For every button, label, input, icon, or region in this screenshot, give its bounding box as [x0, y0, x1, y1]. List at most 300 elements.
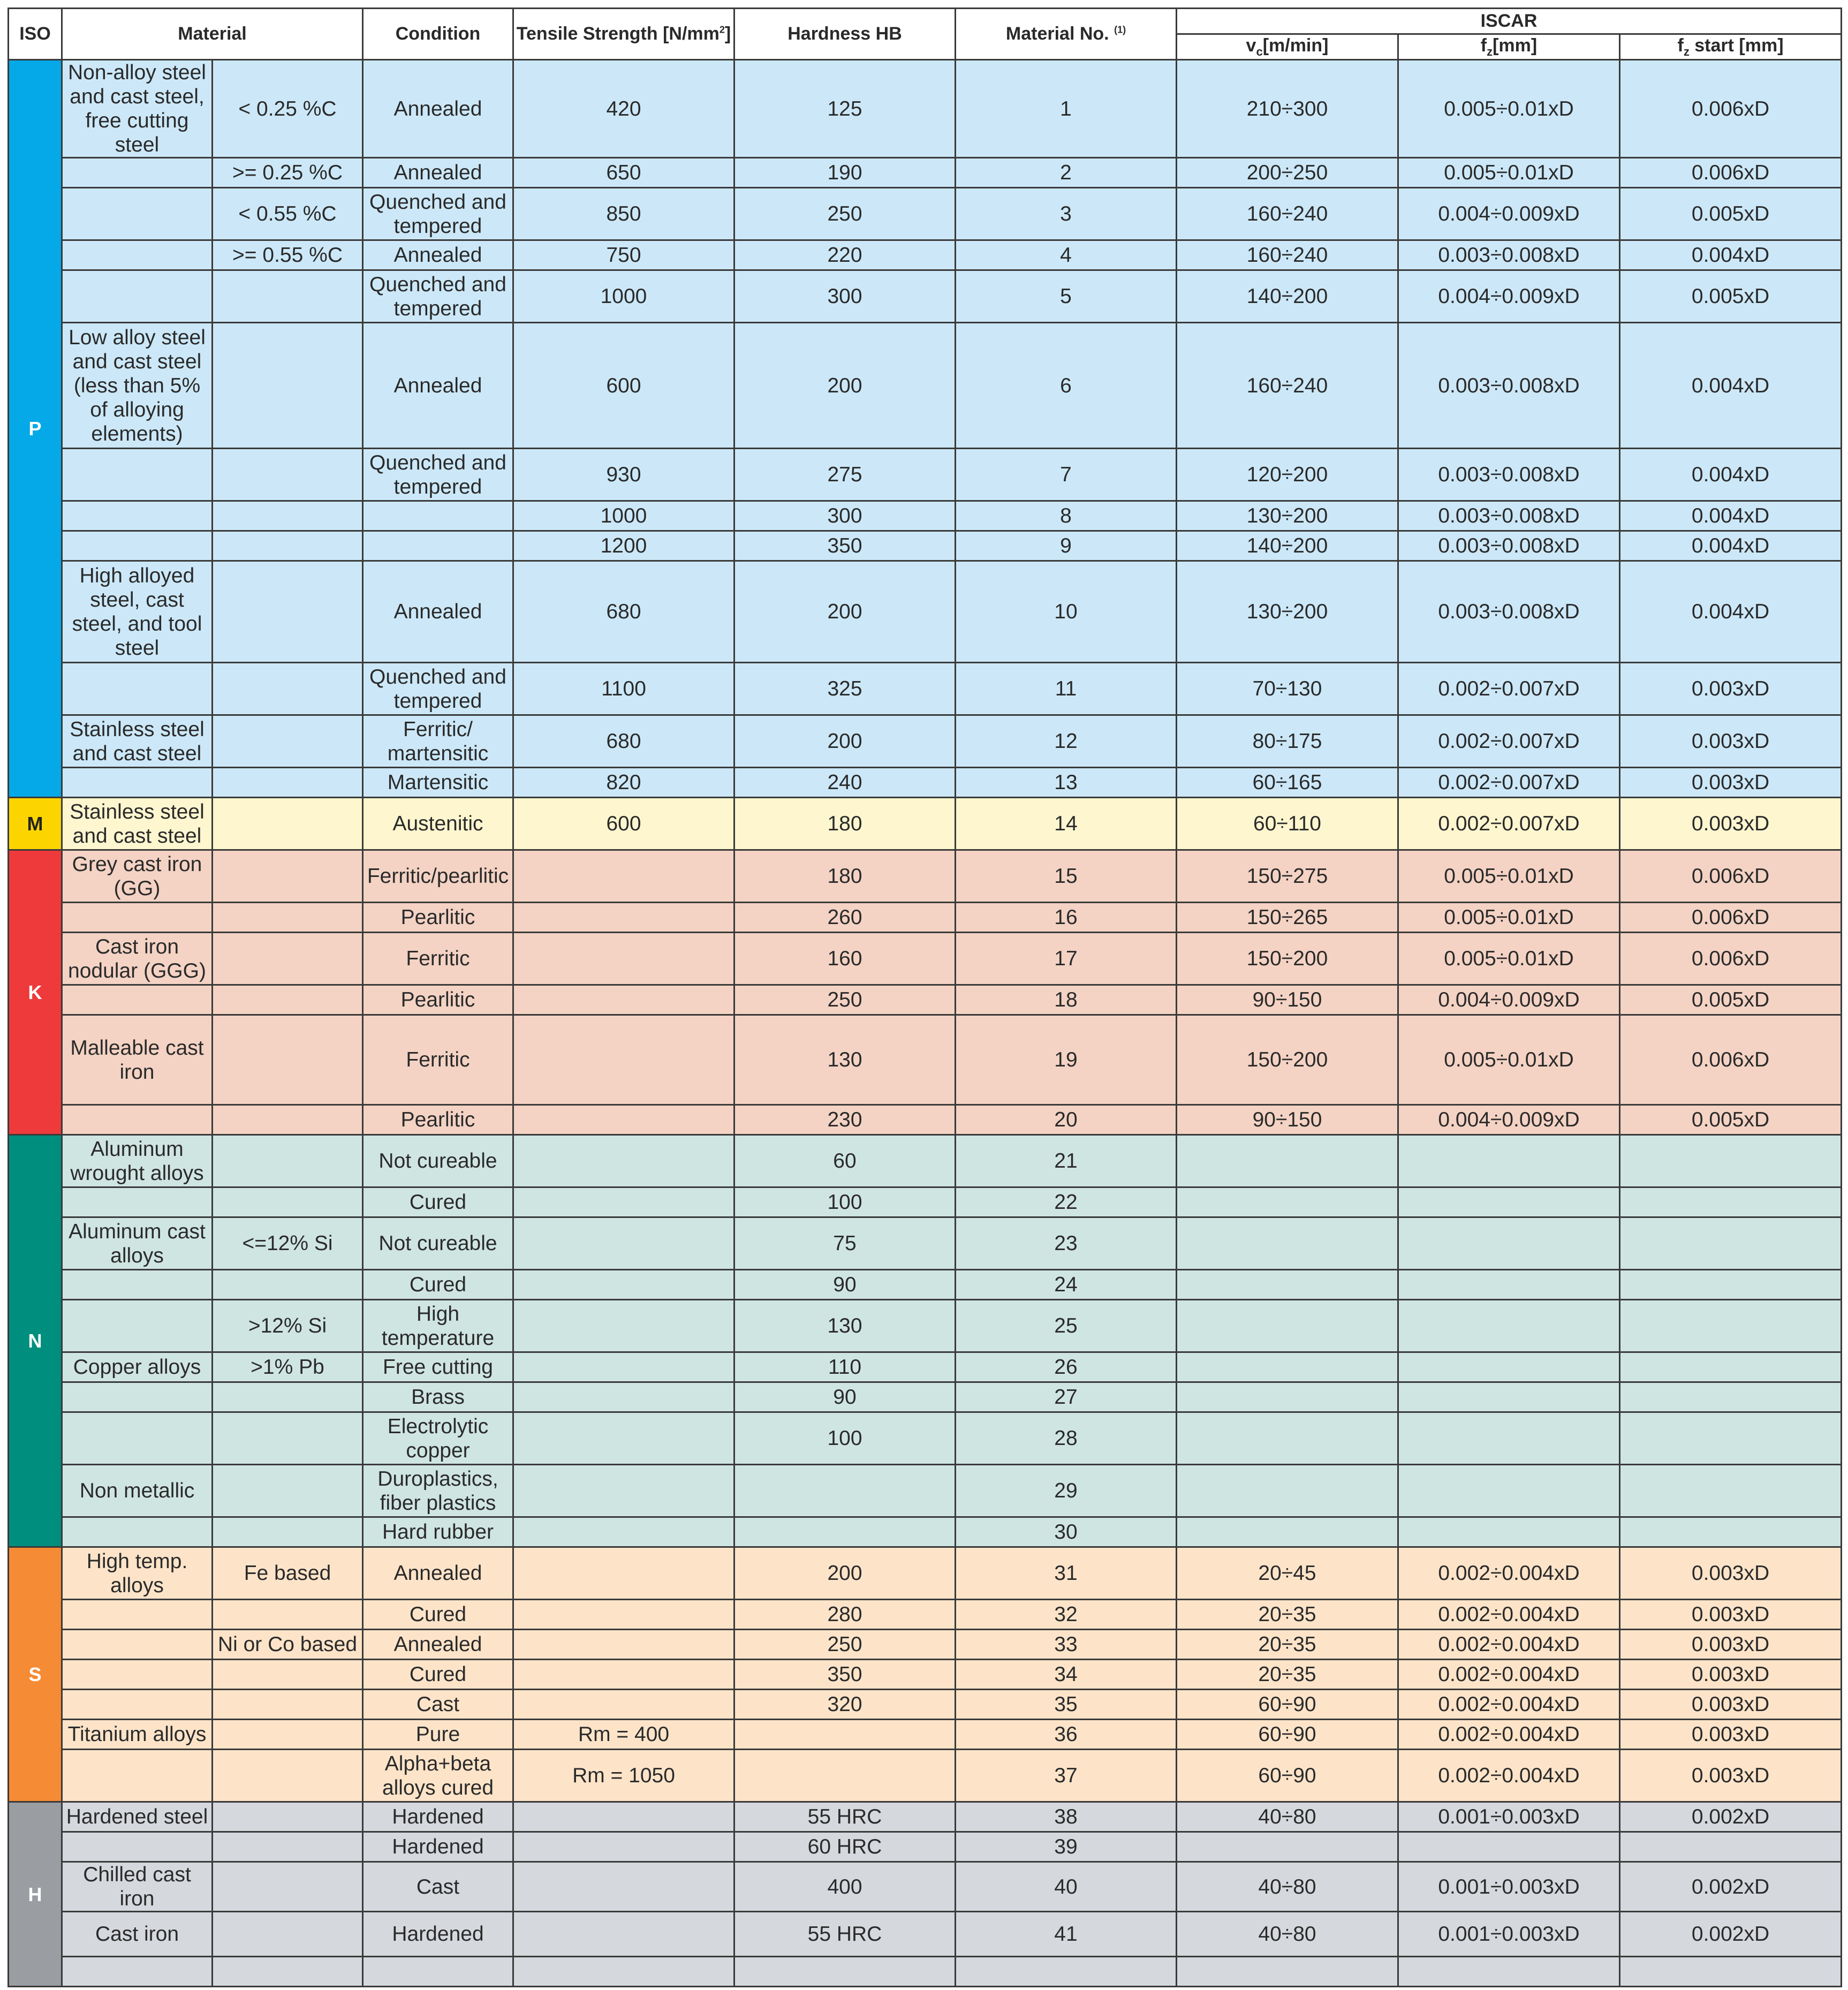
condition-cell: Electrolytic copper	[363, 1412, 513, 1465]
material-no-cell: 15	[956, 850, 1177, 903]
hardness-cell	[734, 1517, 956, 1547]
material-no-cell: 8	[956, 501, 1177, 531]
cutting-speed-cell: 140÷200	[1177, 531, 1398, 561]
hardness-cell	[734, 1720, 956, 1750]
feed-start-cell: 0.002xD	[1620, 1802, 1842, 1832]
material-sub-cell	[213, 985, 363, 1015]
cutting-speed-cell: 60÷90	[1177, 1720, 1398, 1750]
material-no-cell: 23	[956, 1217, 1177, 1270]
feed-cell: 0.003÷0.008xD	[1398, 531, 1620, 561]
material-no-cell: 17	[956, 933, 1177, 985]
tensile-strength-cell: Rm = 1050	[513, 1750, 734, 1802]
material-sub-cell	[213, 715, 363, 768]
feed-cell: 0.002÷0.004xD	[1398, 1720, 1620, 1750]
feed-start-cell	[1620, 1135, 1842, 1187]
tensile-strength-cell: 820	[513, 768, 734, 798]
feed-start-cell: 0.006xD	[1620, 903, 1842, 933]
cutting-speed-cell: 130÷200	[1177, 501, 1398, 531]
material-sub-cell: Ni or Co based	[213, 1630, 363, 1660]
header-vc	[1177, 34, 1398, 60]
header-tensile-end: ]	[724, 24, 731, 44]
condition-cell: Duroplastics, fiber plastics	[363, 1465, 513, 1517]
tensile-strength-cell: 420	[513, 60, 734, 158]
condition-cell: Pearlitic	[363, 903, 513, 933]
tensile-strength-cell	[513, 1517, 734, 1547]
feed-cell: 0.001÷0.003xD	[1398, 1802, 1620, 1832]
material-no-cell: 28	[956, 1412, 1177, 1465]
cutting-speed-cell: 160÷240	[1177, 188, 1398, 240]
material-no-cell: 21	[956, 1135, 1177, 1187]
material-no-cell	[956, 1957, 1177, 1987]
iso-group-label-n: N	[9, 1135, 62, 1547]
feed-start-cell: 0.004xD	[1620, 449, 1842, 501]
feed-start-cell: 0.003xD	[1620, 715, 1842, 768]
material-no-cell: 35	[956, 1690, 1177, 1720]
hardness-cell: 250	[734, 985, 956, 1015]
feed-start-cell: 0.006xD	[1620, 933, 1842, 985]
material-sub-cell	[213, 1465, 363, 1517]
feed-start-cell: 0.003xD	[1620, 768, 1842, 798]
material-no-cell: 25	[956, 1300, 1177, 1352]
tensile-strength-cell: 1200	[513, 531, 734, 561]
feed-start-cell: 0.003xD	[1620, 1720, 1842, 1750]
tensile-strength-cell	[513, 1412, 734, 1465]
hardness-cell: 180	[734, 798, 956, 850]
material-no-cell: 4	[956, 240, 1177, 270]
tensile-strength-cell	[513, 1862, 734, 1912]
header-condition: Condition	[363, 9, 513, 60]
condition-cell	[363, 1957, 513, 1987]
iso-group-label-s: S	[9, 1547, 62, 1802]
material-no-cell: 10	[956, 561, 1177, 663]
table-row	[9, 60, 1842, 158]
material-sub-cell	[213, 1015, 363, 1105]
material-sub-cell	[213, 1802, 363, 1832]
hardness-cell: 180	[734, 850, 956, 903]
condition-cell: Quenched and tempered	[363, 270, 513, 323]
material-no-cell: 33	[956, 1630, 1177, 1660]
cutting-speed-cell: 20÷35	[1177, 1600, 1398, 1630]
material-no-cell: 16	[956, 903, 1177, 933]
table-row	[9, 850, 1842, 903]
material-cell	[62, 449, 213, 501]
material-no-cell: 38	[956, 1802, 1177, 1832]
cutting-data-table	[7, 7, 1842, 1987]
material-cell: Chilled cast iron	[62, 1862, 213, 1912]
material-no-cell: 11	[956, 663, 1177, 715]
tensile-strength-cell: Rm = 400	[513, 1720, 734, 1750]
condition-cell	[363, 531, 513, 561]
feed-start-cell: 0.004xD	[1620, 531, 1842, 561]
condition-cell: Cured	[363, 1270, 513, 1300]
feed-cell: 0.002÷0.004xD	[1398, 1750, 1620, 1802]
cutting-speed-cell	[1177, 1465, 1398, 1517]
table-row	[9, 449, 1842, 501]
hardness-cell: 200	[734, 561, 956, 663]
table-row	[9, 561, 1842, 663]
material-sub-cell	[213, 1832, 363, 1862]
feed-start-cell: 0.005xD	[1620, 985, 1842, 1015]
cutting-speed-cell: 60÷90	[1177, 1690, 1398, 1720]
iso-group-label-p: P	[9, 60, 62, 798]
condition-cell: Brass	[363, 1382, 513, 1412]
hardness-cell: 230	[734, 1105, 956, 1135]
feed-cell	[1398, 1270, 1620, 1300]
hardness-cell: 220	[734, 240, 956, 270]
header-material-no	[956, 9, 1177, 60]
hardness-cell: 200	[734, 715, 956, 768]
material-cell	[62, 1600, 213, 1630]
feed-start-cell	[1620, 1465, 1842, 1517]
feed-start-cell: 0.003xD	[1620, 798, 1842, 850]
material-sub-cell	[213, 1600, 363, 1630]
hardness-cell: 300	[734, 501, 956, 531]
feed-cell: 0.005÷0.01xD	[1398, 903, 1620, 933]
condition-cell: Cured	[363, 1660, 513, 1690]
material-sub-cell: < 0.55 %C	[213, 188, 363, 240]
feed-start-cell: 0.006xD	[1620, 1015, 1842, 1105]
material-sub-cell	[213, 1862, 363, 1912]
material-no-cell: 26	[956, 1352, 1177, 1382]
table-row	[9, 1600, 1842, 1630]
table-row	[9, 1750, 1842, 1802]
table-row	[9, 1300, 1842, 1352]
material-sub-cell	[213, 1750, 363, 1802]
hardness-cell: 130	[734, 1300, 956, 1352]
tensile-strength-cell	[513, 1382, 734, 1412]
hardness-cell: 200	[734, 1547, 956, 1600]
material-no-cell: 30	[956, 1517, 1177, 1547]
tensile-strength-cell	[513, 1270, 734, 1300]
material-cell	[62, 1187, 213, 1217]
material-no-cell: 6	[956, 323, 1177, 449]
tensile-strength-cell	[513, 1352, 734, 1382]
feed-cell: 0.002÷0.004xD	[1398, 1547, 1620, 1600]
material-sub-cell: >= 0.55 %C	[213, 240, 363, 270]
feed-start-cell	[1620, 1187, 1842, 1217]
condition-cell: Hardened	[363, 1832, 513, 1862]
material-no-cell: 36	[956, 1720, 1177, 1750]
feed-start-cell	[1620, 1270, 1842, 1300]
feed-cell: 0.002÷0.007xD	[1398, 663, 1620, 715]
material-no-cell: 7	[956, 449, 1177, 501]
material-sub-cell	[213, 1105, 363, 1135]
material-cell: Aluminum cast alloys	[62, 1217, 213, 1270]
feed-start-cell	[1620, 1957, 1842, 1987]
material-sub-cell	[213, 1187, 363, 1217]
header-hardness: Hardness HB	[734, 9, 956, 60]
cutting-speed-cell: 90÷150	[1177, 985, 1398, 1015]
hardness-cell: 75	[734, 1217, 956, 1270]
table-row	[9, 1832, 1842, 1862]
header-material-no-footnote: (1)	[1114, 24, 1126, 35]
feed-start-cell: 0.002xD	[1620, 1862, 1842, 1912]
condition-cell: Quenched and tempered	[363, 449, 513, 501]
hardness-cell: 100	[734, 1187, 956, 1217]
header-material: Material	[62, 9, 363, 60]
condition-cell: Hardened	[363, 1912, 513, 1957]
feed-start-cell	[1620, 1412, 1842, 1465]
table-row	[9, 1802, 1842, 1832]
material-cell	[62, 903, 213, 933]
cutting-speed-cell	[1177, 1517, 1398, 1547]
cutting-speed-cell	[1177, 1135, 1398, 1187]
material-sub-cell: >12% Si	[213, 1300, 363, 1352]
iso-group-label-k: K	[9, 850, 62, 1135]
material-no-cell: 5	[956, 270, 1177, 323]
material-cell	[62, 1105, 213, 1135]
feed-cell: 0.004÷0.009xD	[1398, 985, 1620, 1015]
material-cell: Non metallic	[62, 1465, 213, 1517]
table-row	[9, 1465, 1842, 1517]
header-fz-unit: [mm]	[1493, 35, 1538, 56]
table-row	[9, 663, 1842, 715]
header-fz-symbol: f	[1480, 35, 1487, 56]
header-fz-sub: z	[1487, 44, 1493, 58]
feed-cell: 0.003÷0.008xD	[1398, 449, 1620, 501]
table-row	[9, 768, 1842, 798]
iso-group-label-m: M	[9, 798, 62, 850]
material-cell	[62, 531, 213, 561]
material-sub-cell: >= 0.25 %C	[213, 158, 363, 188]
condition-cell: Martensitic	[363, 768, 513, 798]
material-cell	[62, 1630, 213, 1660]
tensile-strength-cell: 750	[513, 240, 734, 270]
hardness-cell: 250	[734, 1630, 956, 1660]
material-sub-cell	[213, 1382, 363, 1412]
material-no-cell: 13	[956, 768, 1177, 798]
feed-cell: 0.002÷0.007xD	[1398, 798, 1620, 850]
tensile-strength-cell: 850	[513, 188, 734, 240]
material-sub-cell	[213, 561, 363, 663]
condition-cell: Annealed	[363, 158, 513, 188]
table-row	[9, 188, 1842, 240]
cutting-speed-cell	[1177, 1217, 1398, 1270]
material-no-cell: 22	[956, 1187, 1177, 1217]
material-sub-cell	[213, 850, 363, 903]
material-sub-cell	[213, 1912, 363, 1957]
material-cell	[62, 270, 213, 323]
hardness-cell: 200	[734, 323, 956, 449]
hardness-cell: 60 HRC	[734, 1832, 956, 1862]
cutting-speed-cell: 60÷90	[1177, 1750, 1398, 1802]
feed-cell: 0.002÷0.004xD	[1398, 1690, 1620, 1720]
hardness-cell: 325	[734, 663, 956, 715]
feed-cell	[1398, 1352, 1620, 1382]
feed-cell: 0.005÷0.01xD	[1398, 850, 1620, 903]
hardness-cell: 320	[734, 1690, 956, 1720]
material-no-cell: 32	[956, 1600, 1177, 1630]
feed-cell: 0.005÷0.01xD	[1398, 933, 1620, 985]
tensile-strength-cell	[513, 1105, 734, 1135]
material-no-cell: 1	[956, 60, 1177, 158]
feed-start-cell: 0.004xD	[1620, 561, 1842, 663]
condition-cell: Annealed	[363, 561, 513, 663]
material-sub-cell	[213, 1690, 363, 1720]
feed-cell	[1398, 1832, 1620, 1862]
header-fz-start	[1620, 34, 1842, 60]
tensile-strength-cell	[513, 1630, 734, 1660]
table-row	[9, 903, 1842, 933]
table-row	[9, 1690, 1842, 1720]
hardness-cell: 250	[734, 188, 956, 240]
header-vc-unit: [m/min]	[1262, 35, 1329, 56]
table-row	[9, 798, 1842, 850]
hardness-cell: 240	[734, 768, 956, 798]
table-row	[9, 1720, 1842, 1750]
tensile-strength-cell	[513, 933, 734, 985]
material-cell	[62, 1832, 213, 1862]
material-cell: Cast iron nodular (GGG)	[62, 933, 213, 985]
feed-start-cell: 0.005xD	[1620, 270, 1842, 323]
feed-cell	[1398, 1300, 1620, 1352]
material-no-cell: 14	[956, 798, 1177, 850]
hardness-cell: 90	[734, 1270, 956, 1300]
header-material-no-text: Material No.	[1005, 24, 1109, 44]
material-cell: High temp. alloys	[62, 1547, 213, 1600]
feed-start-cell: 0.003xD	[1620, 1600, 1842, 1630]
material-cell: Malleable cast iron	[62, 1015, 213, 1105]
material-sub-cell	[213, 1517, 363, 1547]
tensile-strength-cell	[513, 1300, 734, 1352]
condition-cell: Alpha+beta alloys cured	[363, 1750, 513, 1802]
material-sub-cell	[213, 501, 363, 531]
material-no-cell: 34	[956, 1660, 1177, 1690]
material-no-cell: 3	[956, 188, 1177, 240]
material-cell	[62, 501, 213, 531]
hardness-cell: 55 HRC	[734, 1912, 956, 1957]
feed-cell: 0.003÷0.008xD	[1398, 561, 1620, 663]
material-cell: Non-alloy steel and cast steel, free cutting steel	[62, 60, 213, 158]
condition-cell: Pure	[363, 1720, 513, 1750]
tensile-strength-cell	[513, 1217, 734, 1270]
condition-cell: Annealed	[363, 323, 513, 449]
feed-start-cell	[1620, 1517, 1842, 1547]
feed-cell: 0.005÷0.01xD	[1398, 60, 1620, 158]
hardness-cell: 350	[734, 531, 956, 561]
feed-start-cell: 0.003xD	[1620, 663, 1842, 715]
feed-start-cell: 0.002xD	[1620, 1912, 1842, 1957]
material-cell	[62, 1412, 213, 1465]
material-cell	[62, 240, 213, 270]
feed-start-cell: 0.006xD	[1620, 60, 1842, 158]
condition-cell: Not cureable	[363, 1217, 513, 1270]
condition-cell: Ferritic	[363, 933, 513, 985]
condition-cell: Cast	[363, 1690, 513, 1720]
feed-cell: 0.004÷0.009xD	[1398, 270, 1620, 323]
table-row	[9, 715, 1842, 768]
cutting-speed-cell: 150÷265	[1177, 903, 1398, 933]
material-cell: Stainless steel and cast steel	[62, 798, 213, 850]
material-cell	[62, 768, 213, 798]
feed-cell: 0.004÷0.009xD	[1398, 1105, 1620, 1135]
feed-start-cell: 0.005xD	[1620, 188, 1842, 240]
material-no-cell: 12	[956, 715, 1177, 768]
feed-start-cell: 0.003xD	[1620, 1630, 1842, 1660]
material-cell: Cast iron	[62, 1912, 213, 1957]
feed-cell	[1398, 1135, 1620, 1187]
feed-cell: 0.001÷0.003xD	[1398, 1862, 1620, 1912]
material-no-cell: 27	[956, 1382, 1177, 1412]
feed-start-cell: 0.004xD	[1620, 240, 1842, 270]
material-sub-cell	[213, 903, 363, 933]
material-sub-cell	[213, 323, 363, 449]
feed-start-cell	[1620, 1300, 1842, 1352]
tensile-strength-cell: 600	[513, 323, 734, 449]
cutting-speed-cell: 150÷275	[1177, 850, 1398, 903]
table-row	[9, 501, 1842, 531]
cutting-speed-cell	[1177, 1187, 1398, 1217]
material-cell	[62, 1517, 213, 1547]
material-sub-cell	[213, 1412, 363, 1465]
cutting-speed-cell: 120÷200	[1177, 449, 1398, 501]
tensile-strength-cell	[513, 1832, 734, 1862]
condition-cell: Austenitic	[363, 798, 513, 850]
iso-group-label-h: H	[9, 1802, 62, 1987]
cutting-speed-cell: 150÷200	[1177, 1015, 1398, 1105]
feed-start-cell: 0.003xD	[1620, 1547, 1842, 1600]
material-cell	[62, 1382, 213, 1412]
table-row	[9, 1105, 1842, 1135]
table-row	[9, 158, 1842, 188]
table-row	[9, 1912, 1842, 1957]
feed-cell: 0.002÷0.004xD	[1398, 1600, 1620, 1630]
cutting-speed-cell: 60÷165	[1177, 768, 1398, 798]
cutting-speed-cell: 150÷200	[1177, 933, 1398, 985]
cutting-speed-cell: 130÷200	[1177, 561, 1398, 663]
material-sub-cell	[213, 1135, 363, 1187]
condition-cell: Cast	[363, 1862, 513, 1912]
header-fz-start-sub: z	[1683, 44, 1690, 58]
material-cell: Hardened steel	[62, 1802, 213, 1832]
material-cell	[62, 1270, 213, 1300]
table-row	[9, 1352, 1842, 1382]
feed-start-cell: 0.003xD	[1620, 1660, 1842, 1690]
condition-cell: Ferritic/ martensitic	[363, 715, 513, 768]
hardness-cell: 125	[734, 60, 956, 158]
material-cell	[62, 1660, 213, 1690]
cutting-speed-cell: 20÷35	[1177, 1660, 1398, 1690]
table-row	[9, 1015, 1842, 1105]
material-cell: High alloyed steel, cast steel, and tool steel	[62, 561, 213, 663]
tensile-strength-cell	[513, 850, 734, 903]
hardness-cell: 300	[734, 270, 956, 323]
table-header	[9, 9, 1842, 60]
material-no-cell: 18	[956, 985, 1177, 1015]
cutting-speed-cell: 70÷130	[1177, 663, 1398, 715]
table-row	[9, 1412, 1842, 1465]
material-sub-cell	[213, 1957, 363, 1987]
cutting-speed-cell: 160÷240	[1177, 323, 1398, 449]
material-sub-cell	[213, 1720, 363, 1750]
feed-start-cell: 0.006xD	[1620, 850, 1842, 903]
cutting-speed-cell: 80÷175	[1177, 715, 1398, 768]
material-cell: Aluminum wrought alloys	[62, 1135, 213, 1187]
table-row	[9, 1382, 1842, 1412]
table-row	[9, 1957, 1842, 1987]
material-sub-cell: >1% Pb	[213, 1352, 363, 1382]
material-no-cell: 31	[956, 1547, 1177, 1600]
feed-cell: 0.005÷0.01xD	[1398, 158, 1620, 188]
material-no-cell: 40	[956, 1862, 1177, 1912]
tensile-strength-cell: 600	[513, 798, 734, 850]
hardness-cell	[734, 1465, 956, 1517]
condition-cell: Hard rubber	[363, 1517, 513, 1547]
tensile-strength-cell: 680	[513, 561, 734, 663]
header-vc-sub: c	[1256, 44, 1263, 58]
feed-start-cell	[1620, 1382, 1842, 1412]
hardness-cell	[734, 1750, 956, 1802]
